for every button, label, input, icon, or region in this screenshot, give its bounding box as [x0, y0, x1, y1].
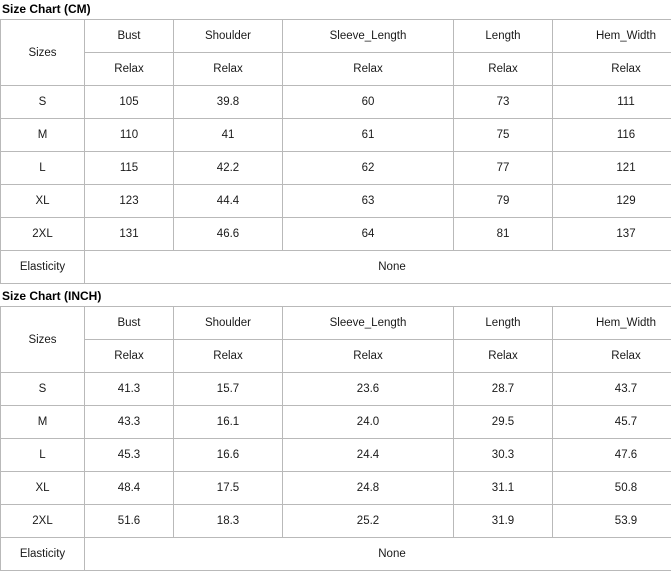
table-row — [1, 86, 671, 119]
table-row — [1, 439, 671, 472]
cell-length: 31.1 — [454, 472, 553, 505]
header-hem-width: Hem_Width — [553, 20, 671, 53]
cell-bust: 43.3 — [85, 406, 174, 439]
cell-length: 73 — [454, 86, 553, 119]
cell-size: L — [1, 152, 85, 185]
header-sizes: Sizes — [1, 307, 85, 373]
table-header-row — [1, 20, 671, 53]
cell-bust: 51.6 — [85, 505, 174, 538]
header-shoulder: Shoulder — [174, 20, 283, 53]
cell-sleeve: 24.0 — [283, 406, 454, 439]
cell-hem: 116 — [553, 119, 671, 152]
cell-hem: 111 — [553, 86, 671, 119]
table-row — [1, 406, 671, 439]
cell-size: M — [1, 119, 85, 152]
cell-shoulder: 17.5 — [174, 472, 283, 505]
table-subheader-row — [1, 340, 671, 373]
cell-hem: 53.9 — [553, 505, 671, 538]
cell-bust: 123 — [85, 185, 174, 218]
subheader-sleeve-relax: Relax — [283, 53, 454, 86]
cell-sleeve: 64 — [283, 218, 454, 251]
table-row — [1, 218, 671, 251]
cell-sleeve: 24.8 — [283, 472, 454, 505]
cell-length: 31.9 — [454, 505, 553, 538]
subheader-bust-relax: Relax — [85, 340, 174, 373]
cell-shoulder: 41 — [174, 119, 283, 152]
elasticity-row — [1, 538, 671, 571]
table-row — [1, 472, 671, 505]
cell-length: 79 — [454, 185, 553, 218]
cell-sleeve: 61 — [283, 119, 454, 152]
cell-hem: 47.6 — [553, 439, 671, 472]
cell-shoulder: 44.4 — [174, 185, 283, 218]
cell-bust: 105 — [85, 86, 174, 119]
cell-sleeve: 25.2 — [283, 505, 454, 538]
header-sizes: Sizes — [1, 20, 85, 86]
size-chart-inch-block — [0, 287, 671, 571]
cell-length: 28.7 — [454, 373, 553, 406]
table-row — [1, 152, 671, 185]
header-length: Length — [454, 307, 553, 340]
cell-sleeve: 62 — [283, 152, 454, 185]
header-sleeve-length: Sleeve_Length — [283, 307, 454, 340]
table-row — [1, 373, 671, 406]
cell-shoulder: 16.6 — [174, 439, 283, 472]
cell-bust: 131 — [85, 218, 174, 251]
subheader-bust-relax: Relax — [85, 53, 174, 86]
header-bust: Bust — [85, 20, 174, 53]
cell-hem: 121 — [553, 152, 671, 185]
cell-shoulder: 15.7 — [174, 373, 283, 406]
cell-length: 77 — [454, 152, 553, 185]
subheader-shoulder-relax: Relax — [174, 53, 283, 86]
cell-shoulder: 39.8 — [174, 86, 283, 119]
size-chart-cm-table — [0, 19, 671, 284]
elasticity-label: Elasticity — [1, 538, 85, 571]
cell-length: 75 — [454, 119, 553, 152]
cell-size: 2XL — [1, 218, 85, 251]
cell-hem: 45.7 — [553, 406, 671, 439]
cell-shoulder: 16.1 — [174, 406, 283, 439]
cell-sleeve: 23.6 — [283, 373, 454, 406]
table-row — [1, 185, 671, 218]
cell-shoulder: 46.6 — [174, 218, 283, 251]
elasticity-value: None — [85, 251, 671, 284]
elasticity-row — [1, 251, 671, 284]
cell-size: L — [1, 439, 85, 472]
cell-hem: 129 — [553, 185, 671, 218]
cell-shoulder: 42.2 — [174, 152, 283, 185]
cell-bust: 41.3 — [85, 373, 174, 406]
cell-bust: 115 — [85, 152, 174, 185]
cell-size: M — [1, 406, 85, 439]
header-hem-width: Hem_Width — [553, 307, 671, 340]
cell-bust: 45.3 — [85, 439, 174, 472]
header-bust: Bust — [85, 307, 174, 340]
table-row — [1, 119, 671, 152]
cell-size: S — [1, 86, 85, 119]
cell-length: 81 — [454, 218, 553, 251]
size-chart-inch-table — [0, 306, 671, 571]
subheader-sleeve-relax: Relax — [283, 340, 454, 373]
cell-shoulder: 18.3 — [174, 505, 283, 538]
cell-size: XL — [1, 472, 85, 505]
subheader-length-relax: Relax — [454, 53, 553, 86]
cell-sleeve: 63 — [283, 185, 454, 218]
cell-bust: 110 — [85, 119, 174, 152]
cell-length: 29.5 — [454, 406, 553, 439]
size-chart-cm-title: Size Chart (CM) — [0, 0, 671, 19]
subheader-shoulder-relax: Relax — [174, 340, 283, 373]
cell-hem: 50.8 — [553, 472, 671, 505]
cell-sleeve: 60 — [283, 86, 454, 119]
table-subheader-row — [1, 53, 671, 86]
header-shoulder: Shoulder — [174, 307, 283, 340]
size-chart-inch-title: Size Chart (INCH) — [0, 287, 671, 306]
cell-bust: 48.4 — [85, 472, 174, 505]
cell-sleeve: 24.4 — [283, 439, 454, 472]
cell-size: 2XL — [1, 505, 85, 538]
elasticity-label: Elasticity — [1, 251, 85, 284]
header-length: Length — [454, 20, 553, 53]
cell-length: 30.3 — [454, 439, 553, 472]
cell-hem: 137 — [553, 218, 671, 251]
cell-hem: 43.7 — [553, 373, 671, 406]
table-header-row — [1, 307, 671, 340]
table-row — [1, 505, 671, 538]
cell-size: S — [1, 373, 85, 406]
size-chart-cm-block — [0, 0, 671, 284]
subheader-hem-relax: Relax — [553, 53, 671, 86]
elasticity-value: None — [85, 538, 671, 571]
cell-size: XL — [1, 185, 85, 218]
subheader-hem-relax: Relax — [553, 340, 671, 373]
header-sleeve-length: Sleeve_Length — [283, 20, 454, 53]
subheader-length-relax: Relax — [454, 340, 553, 373]
